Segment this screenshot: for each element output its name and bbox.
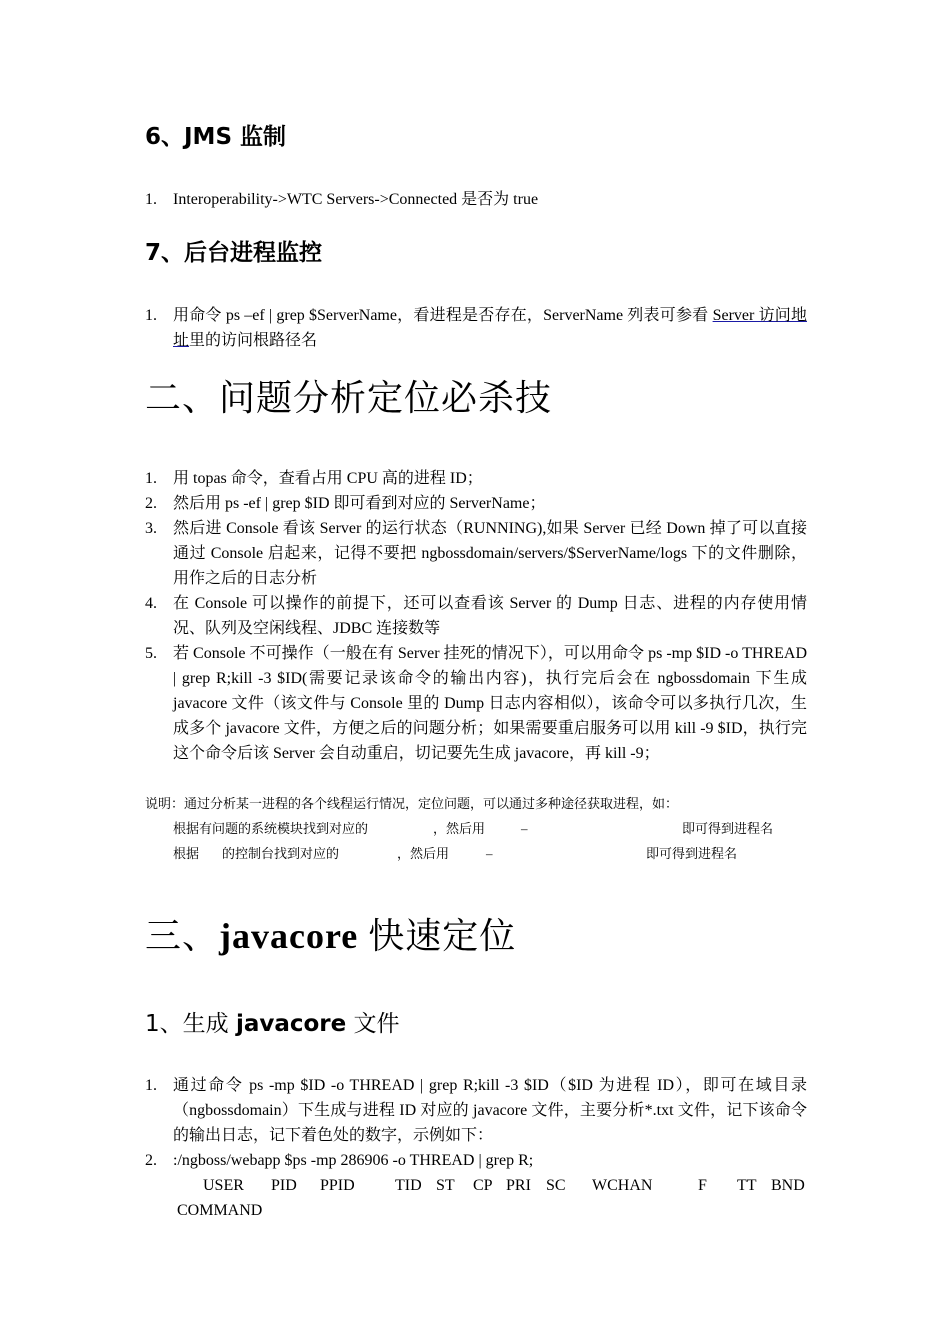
section-heading-jms: 6、JMS 监制 — [145, 124, 287, 150]
list-number: 2. — [145, 1152, 157, 1169]
list-number: 1. — [145, 191, 157, 208]
list-number: 1. — [145, 470, 157, 487]
problem-analysis-list — [145, 466, 807, 766]
column-header: PID — [271, 1177, 297, 1194]
list-text: 用命令 ps –ef | grep $ServerName，看进程是否存在，ServerName 列表可参看 — [173, 307, 713, 324]
note-intro: 说明：通过分析某一进程的各个线程运行情况，定位问题，可以通过多种途径获取进程，如： — [145, 796, 679, 811]
column-header-row-continued — [145, 1198, 807, 1223]
column-header-row — [145, 1173, 807, 1198]
note-text: ，然后用 — [433, 821, 486, 836]
list-text: 然后进 Console 看该 Server 的运行状态（RUNNING),如果 Server 已经 Down 掉了可以直接通过 Console 启起来，记得不要把 ngbossdomain/servers/$ServerName/logs 下的文件删除，用作之后的日志分析 — [173, 520, 807, 587]
list-item — [145, 641, 807, 766]
heading-bold: javacore — [219, 916, 359, 956]
note-text: – — [521, 821, 528, 836]
note-text: ，然后用 — [397, 846, 450, 861]
column-header: CP — [473, 1177, 493, 1194]
javacore-list — [145, 1073, 807, 1223]
note-line-2 — [0, 841, 950, 866]
note-text: 根据有问题的系统模块找到对应的 — [173, 821, 369, 836]
column-header: ST — [436, 1177, 455, 1194]
list-number: 3. — [145, 520, 157, 537]
column-header: PPID — [320, 1177, 355, 1194]
column-header: WCHAN — [592, 1177, 653, 1194]
column-header: SC — [546, 1177, 566, 1194]
list-item — [145, 516, 807, 591]
heading-bold: javacore — [235, 1011, 347, 1037]
column-header: TT — [737, 1177, 757, 1194]
note-text: 根据 — [173, 846, 200, 861]
heading-suffix: 快速定位 — [358, 916, 517, 956]
part-heading-javacore — [145, 908, 516, 959]
list-text: 通过命令 ps -mp $ID -o THREAD | grep R;kill -3 $ID（$ID 为进程 ID），即可在域目录（ngbossdomain）下生成与进程 ID 对应的 javacore 文件，主要分析*.txt 文件，记下该命令的输出日志，记下着色处的数字，示例如下： — [173, 1077, 807, 1144]
list-item — [145, 491, 807, 516]
list-number: 1. — [145, 307, 157, 324]
list-text: 用 topas 命令，查看占用 CPU 高的进程 ID； — [173, 470, 483, 487]
column-header: PRI — [506, 1177, 531, 1194]
heading-prefix: 三、 — [145, 916, 220, 956]
list-number: 4. — [145, 595, 157, 612]
list-item — [145, 591, 807, 641]
column-header: TID — [395, 1177, 422, 1194]
section-heading-process-monitor: 7、后台进程监控 — [145, 240, 323, 266]
list-number: 5. — [145, 645, 157, 662]
heading-suffix: 文件 — [346, 1011, 400, 1037]
list-item — [145, 1148, 807, 1223]
list-item — [145, 1073, 807, 1148]
heading-prefix: 1、生成 — [145, 1011, 236, 1037]
note-text: 即可得到进程名 — [646, 846, 738, 861]
server-address-link[interactable]: Server 访问地址 — [173, 307, 807, 349]
list-text: :/ngboss/webapp $ps -mp 286906 -o THREAD | grep R; — [173, 1152, 534, 1169]
list-text: 若 Console 不可操作（一般在有 Server 挂死的情况下），可以用命令 ps -mp $ID -o THREAD | grep R;kill -3 $ID(需要记录该命令的输出内容)，执行完后会在 ngbossdomain 下生成 javacore 文件（该文件与 Console 里的 Dump 日志内容相似），该命令可以多执行几次，生成多个 javacore 文件，方便之后的问题分析；如果需要重启服务可以用 kill -9 $ID，执行完这个命令后该 Server 会自动重启，切记要先生成 javacore，再 kill -9； — [173, 645, 807, 762]
list-item — [145, 303, 807, 353]
column-header: COMMAND — [177, 1202, 263, 1219]
note-text: – — [486, 846, 493, 861]
note-line-1 — [0, 816, 950, 841]
list-item — [145, 187, 807, 212]
note-text: 的控制台找到对应的 — [222, 846, 340, 861]
list-number: 1. — [145, 1077, 157, 1094]
list-text-suffix: 里的访问根路径名 — [189, 332, 318, 349]
jms-list — [145, 187, 807, 212]
part-heading-problem-analysis: 二、问题分析定位必杀技 — [145, 378, 553, 418]
process-monitor-list — [145, 303, 807, 353]
column-header: USER — [203, 1177, 244, 1194]
list-text: Interoperability->WTC Servers->Connected 是否为 true — [173, 191, 539, 208]
note-text: 即可得到进程名 — [682, 821, 774, 836]
command-output-header — [145, 1173, 807, 1223]
section-heading-generate-javacore — [145, 1005, 400, 1038]
list-text: 在 Console 可以操作的前提下，还可以查看该 Server 的 Dump 日志、进程的内存使用情况、队列及空闲线程、JDBC 连接数等 — [173, 595, 807, 637]
column-header: F — [698, 1177, 707, 1194]
list-number: 2. — [145, 495, 157, 512]
column-header: BND — [771, 1177, 805, 1194]
list-item — [145, 466, 807, 491]
list-text: 然后用 ps -ef | grep $ID 即可看到对应的 ServerName； — [173, 495, 546, 512]
